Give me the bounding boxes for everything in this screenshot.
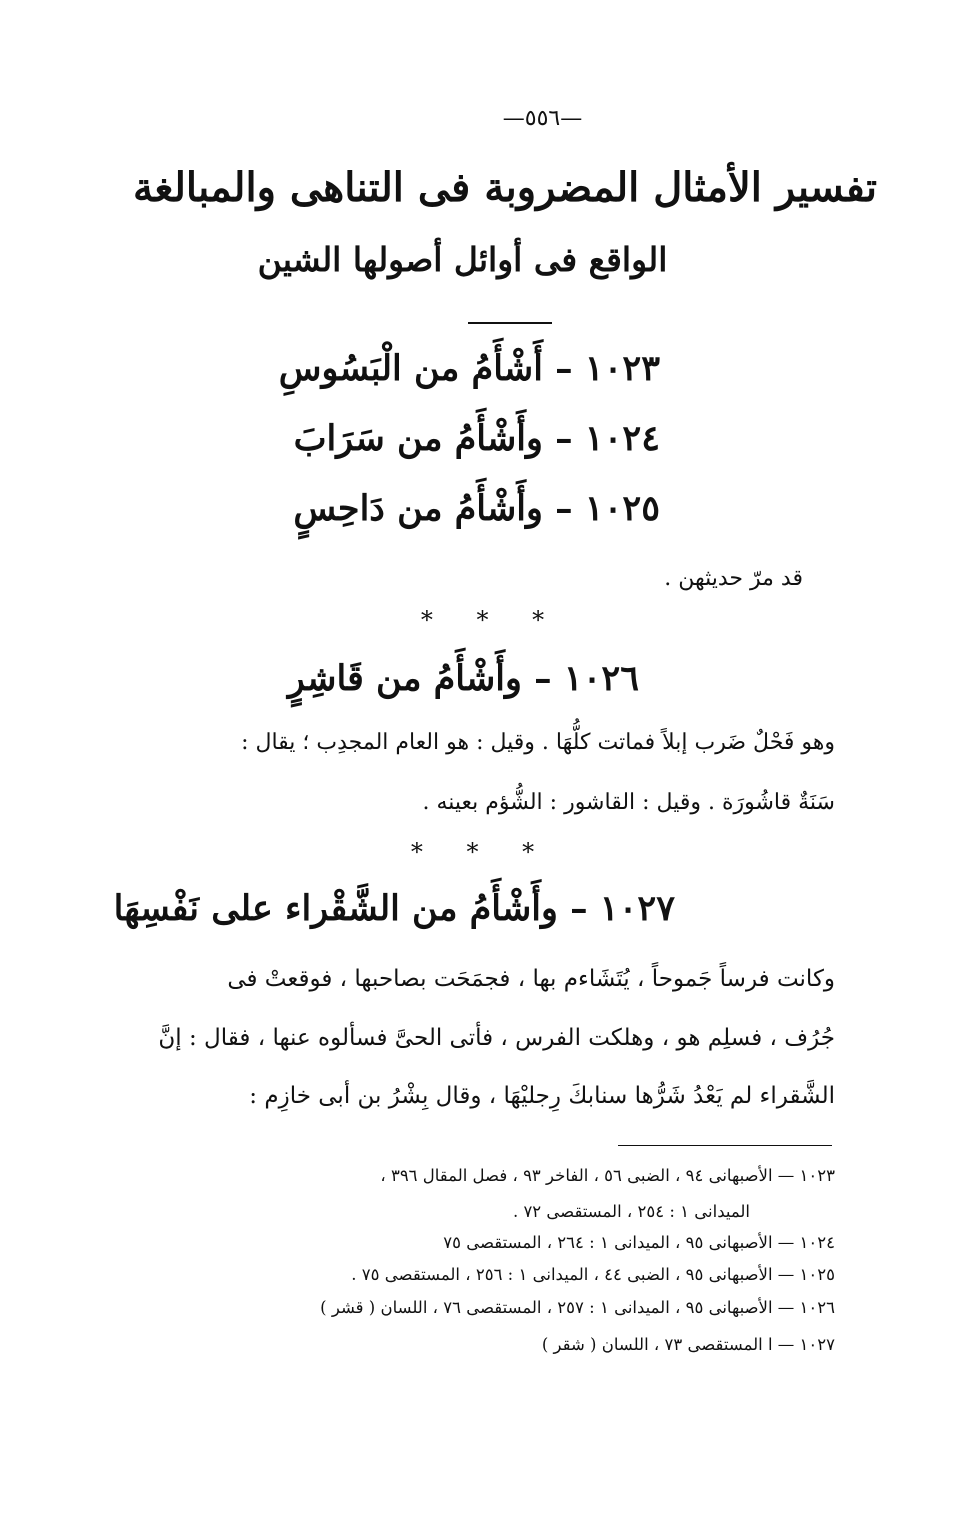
paragraph-1026-line-2: سَنَةٌ قاشُورَة . وقيل : القاشور : الشُّؤم بعينه .: [422, 790, 835, 815]
note-1025: قد مرّ حديثهن .: [664, 566, 803, 591]
title-divider: [468, 322, 552, 324]
paragraph-1027-line-3: الشَّقراء لم يَعْدُ شَرُّها سنابكَ رِجليْهَا ، وقال بِشْرُ بن أبى خازِم :: [249, 1083, 835, 1109]
footnote-1024: ١٠٢٤ — الأصبهانى ٩٥ ، الميدانى ١ : ٢٦٤ ، المستقصى ٧٥: [443, 1233, 835, 1252]
proverb-heading-1023: ١٠٢٣ – أَشْأَمُ من الْبَسُوسِ: [278, 348, 660, 389]
proverb-heading-1026: ١٠٢٦ – وأَشْأَمُ من قَاشِرٍ: [287, 658, 639, 699]
proverb-heading-1027: ١٠٢٧ – وأَشْأَمُ من الشَّقْراء على نَفْسِهَا: [113, 888, 675, 929]
proverb-heading-1025: ١٠٢٥ – وأَشْأَمُ من دَاحِسٍ: [293, 488, 660, 529]
footnote-divider: [618, 1145, 832, 1146]
page-number: —٥٥٦—: [502, 106, 583, 131]
footnote-1023: ١٠٢٣ — الأصبهانى ٩٤ ، الضبى ٥٦ ، الفاخر ٩٣ ، فصل المقال ٣٩٦ ،: [380, 1166, 835, 1185]
footnote-1027: ١٠٢٧ — ا المستقصى ٧٣ ، اللسان ( شقر ): [541, 1335, 835, 1354]
paragraph-1027-line-1: وكانت فرساً جَموحاً ، يُتَشَاءم بها ، فجمَحَت بصاحبها ، فوقعتْ فى: [227, 966, 835, 992]
section-separator-stars: * * *: [410, 838, 553, 866]
section-separator-stars: * * *: [420, 606, 563, 634]
paragraph-1026-line-1: وهو فَحْلٌ ضَرب إبلاً فماتت كلُّهَا . وقيل : هو العام المجدِب ؛ يقال :: [241, 730, 835, 755]
footnote-1023-continued: الميدانى ١ : ٢٥٤ ، المستقصى ٧٢ .: [512, 1202, 750, 1221]
footnote-1026: ١٠٢٦ — الأصبهانى ٩٥ ، الميدانى ١ : ٢٥٧ ، المستقصى ٧٦ ، اللسان ( قشر ): [320, 1298, 835, 1317]
footnote-1025: ١٠٢٥ — الأصبهانى ٩٥ ، الضبى ٤٤ ، الميدانى ١ : ٢٥٦ ، المستقصى ٧٥ .: [351, 1265, 835, 1284]
proverb-heading-1024: ١٠٢٤ – وأَشْأَمُ من سَرَابَ: [293, 418, 660, 459]
paragraph-1027-line-2: جُرُف ، فسلِم هو ، وهلكت الفرس ، فأتى الحىَّ فسألوه عنها ، فقال : إنَّ: [158, 1025, 835, 1051]
page-title: تفسير الأمثال المضروبة فى التناهى والمبالغة: [132, 164, 878, 211]
page-subtitle: الواقع فى أوائل أصولها الشين: [257, 240, 668, 279]
